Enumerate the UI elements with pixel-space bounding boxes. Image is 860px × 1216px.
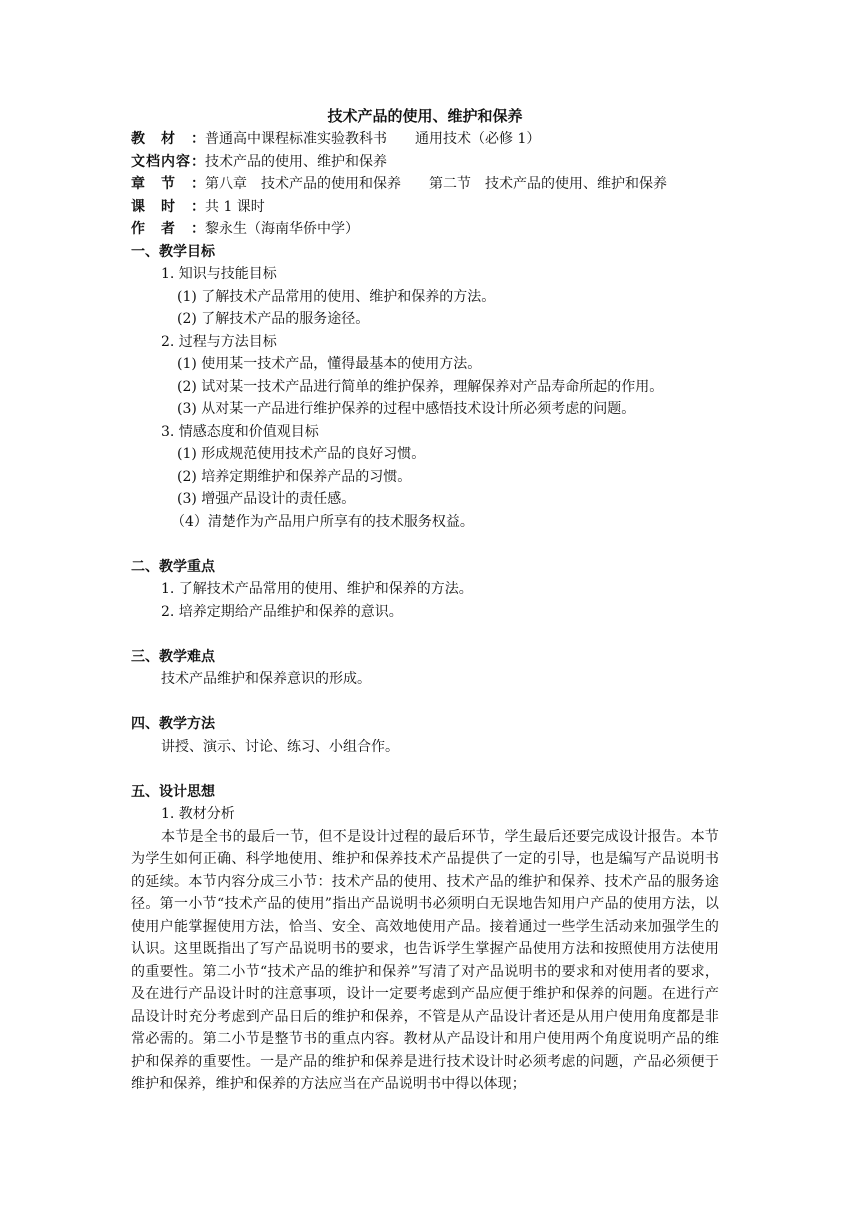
section-heading-objectives: 一、教学目标 <box>131 243 215 260</box>
meta-value-hours: 共 1 课时 <box>205 198 265 215</box>
section-text: 讲授、演示、讨论、练习、小组合作。 <box>161 738 399 755</box>
section-heading-design-idea: 五、设计思想 <box>131 783 215 800</box>
meta-value-textbook: 普通高中课程标准实验教科书 <box>205 131 387 147</box>
meta-chapter <box>131 173 719 196</box>
list-item: (1) 了解技术产品常用的使用、维护和保养的方法。 <box>177 288 496 305</box>
subsection-heading: 1. 教材分析 <box>161 806 235 822</box>
list-item: (3) 增强产品设计的责任感。 <box>177 491 356 507</box>
list-item: (3) 从对某一产品进行维护保养的过程中感悟技术设计所必须考虑的问题。 <box>177 401 636 417</box>
meta-author <box>131 218 719 241</box>
list-item: (1) 使用某一技术产品，懂得最基本的使用方法。 <box>177 356 482 372</box>
meta-label-author: 作者： <box>131 221 205 237</box>
section-heading-difficulties: 三、教学难点 <box>131 648 215 665</box>
section-text: 技术产品维护和保养意识的形成。 <box>161 671 371 687</box>
meta-value-author: 黎永生（海南华侨中学） <box>205 221 359 237</box>
document-title: 技术产品的使用、维护和保养 <box>327 107 523 125</box>
section-heading-key-points: 二、教学重点 <box>131 558 215 575</box>
meta-textbook <box>131 128 719 151</box>
meta-label-hours: 课时： <box>131 198 205 215</box>
meta-value-chapter: 第八章 技术产品的使用和保养 <box>205 176 401 192</box>
document-body <box>131 104 719 1096</box>
list-item: 1. 了解技术产品常用的使用、维护和保养的方法。 <box>161 581 473 597</box>
subsection-heading: 1. 知识与技能目标 <box>161 266 277 282</box>
meta-value-textbook-2: 通用技术（必修 1） <box>415 131 541 147</box>
list-item: (1) 形成规范使用技术产品的良好习惯。 <box>177 446 426 462</box>
meta-label-chapter: 章节： <box>131 176 205 192</box>
subsection-heading: 3. 情感态度和价值观目标 <box>161 423 319 440</box>
list-item: (2) 试对某一技术产品进行简单的维护保养，理解保养对产品寿命所起的作用。 <box>177 378 664 395</box>
meta-hours <box>131 196 719 219</box>
list-item: (2) 了解技术产品的服务途径。 <box>177 311 370 327</box>
meta-label-textbook: 教材： <box>131 131 205 147</box>
meta-label-content: 文档内容： <box>131 153 205 170</box>
meta-value-content: 技术产品的使用、维护和保养 <box>205 153 387 170</box>
subsection-heading: 2. 过程与方法目标 <box>161 333 277 350</box>
list-item: (2) 培养定期维护和保养产品的习惯。 <box>177 468 412 485</box>
list-item: （4）清楚作为产品用户所享有的技术服务权益。 <box>171 513 474 530</box>
section-heading-methods: 四、教学方法 <box>131 716 215 732</box>
body-paragraph: 本节是全书的最后一节，但不是设计过程的最后环节，学生最后还要完成设计报告。本节为学生如何正确、科学地使用、维护和保养技术产品提供了一定的引导，也是编写产品说明书的延续。本节内容分成三小节：技术产品的使用、技术产品的维护和保养、技术产品的服务途径。第一小节“技术产品的使用”指出产品说明书必须明白无误地告知用户产品的使用方法，以使用户能掌握使用方法，恰当、安全、高效地使用产品。接着通过一些学生活动来加强学生的认识。这里既指出了写产品说明书的要求，也告诉学生掌握产品使用方法和按照使用方法使用的重要性。第二小节“技术产品的维护和保养”写清了对产品说明书的要求和对使用者的要求，及在进行产品设计时的注意事项，设计一定要考虑到产品应便于维护和保养的问题。在进行产品设计时充分考虑到产品日后的维护和保养，不管是从产品设计者还是从用户使用角度都是非常必需的。第二小节是整节书的重点内容。教材从产品设计和用户使用两个角度说明产品的维护和保养的重要性。一是产品的维护和保养是进行技术设计时必须考虑的问题，产品必须便于维护和保养，维护和保养的方法应当在产品说明书中得以体现； <box>131 828 719 1092</box>
meta-content <box>131 151 719 174</box>
list-item: 2. 培养定期给产品维护和保养的意识。 <box>161 603 403 620</box>
meta-value-chapter-2: 第二节 技术产品的使用、维护和保养 <box>429 176 667 192</box>
